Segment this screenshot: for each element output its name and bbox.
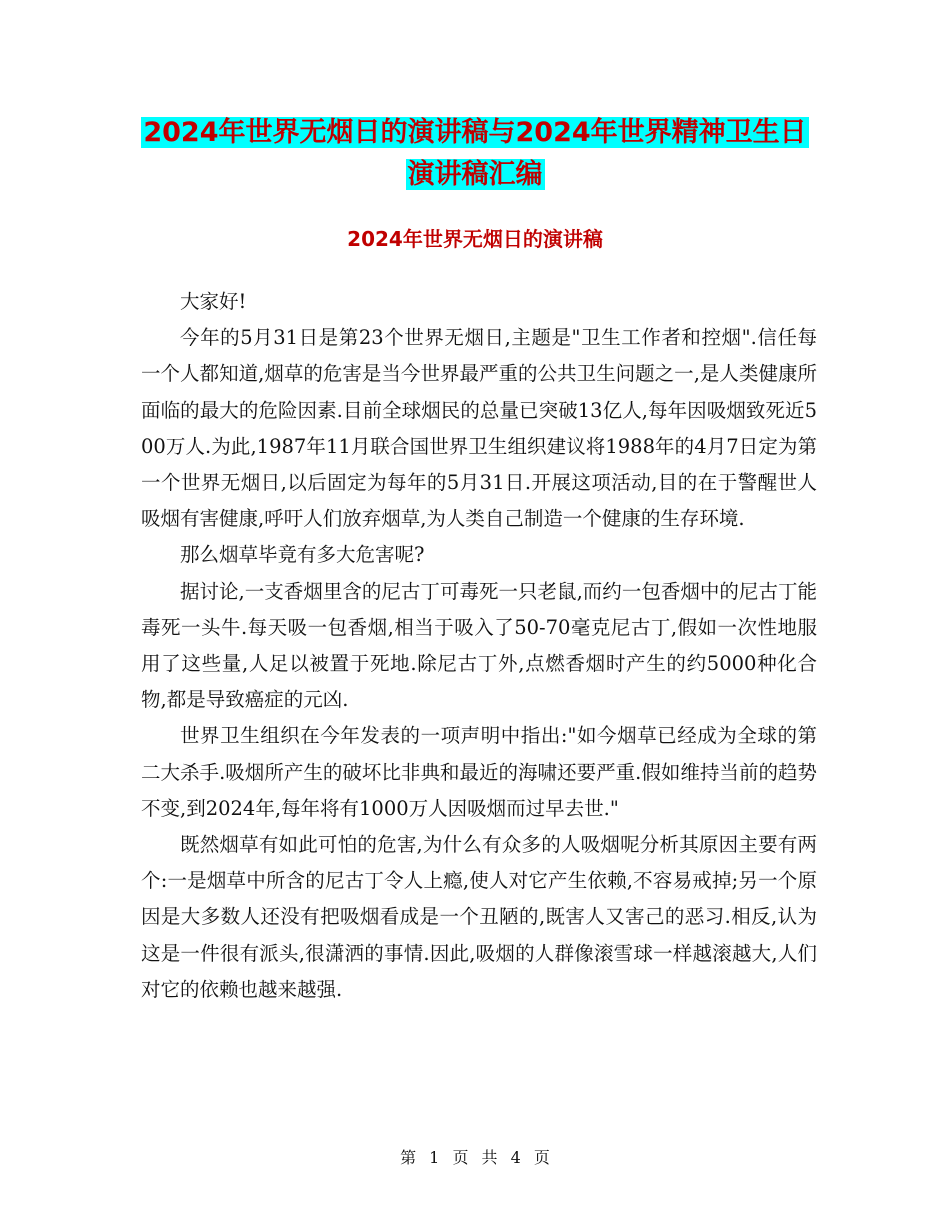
paragraph-reasons: 既然烟草有如此可怕的危害,为什么有众多的人吸烟呢分析其原因主要有两个:一是烟草中所含的尼古丁令人上瘾,使人对它产生依赖,不容易戒掉;另一个原因是大多数人还没有把吸烟看成是一个丑陋的,既害人又害己的恶习.相反,认为这是一件很有派头,很潇洒的事情.因此,吸烟的人群像滚雪球一样越滚越大,人们对它的依赖也越来越强. <box>141 833 817 1001</box>
document-title-line-2: 演讲稿汇编 <box>407 159 543 190</box>
paragraph-who-statement: 世界卫生组织在今年发表的一项声明中指出:"如今烟草已经成为全球的第二大杀手.吸烟所产生的破坏比非典和最近的海啸还要严重.假如维持当前的趋势不变,到2024年,每年将有1000万人因吸烟而过早去世." <box>141 724 817 820</box>
paragraph-greeting: 大家好! <box>180 290 247 313</box>
paragraph-question: 那么烟草毕竟有多大危害呢? <box>180 543 425 567</box>
paragraph-research: 据讨论,一支香烟里含的尼古丁可毒死一只老鼠,而约一包香烟中的尼古丁能毒死一头牛.每天吸一包香烟,相当于吸入了50-70毫克尼古丁,假如一次性地服用了这些量,人足以被置于死地.除尼古丁外,点燃香烟时产生的约5000种化合物,都是导致癌症的元凶. <box>141 579 817 712</box>
document-title <box>0 112 950 196</box>
document-body <box>141 284 817 1008</box>
page-footer: 第 1 页 共 4 页 <box>400 1148 550 1167</box>
paragraph-intro: 今年的5月31日是第23个世界无烟日,主题是"卫生工作者和控烟".信任每一个人都知道,烟草的危害是当今世界最严重的公共卫生问题之一,是人类健康所面临的最大的危险因素.目前全球烟民的总量已突破13亿人,每年因吸烟致死近500万人.为此,1987年11月联合国世界卫生组织建议将1988年的4月7日定为第一个世界无烟日,以后固定为每年的5月31日.开展这项活动,目的在于警醒世人吸烟有害健康,呼吁人们放弃烟草,为人类自己制造一个健康的生存环境. <box>141 326 817 531</box>
document-title-line-1: 2024年世界无烟日的演讲稿与2024年世界精神卫生日 <box>143 117 807 148</box>
section-title: 2024年世界无烟日的演讲稿 <box>347 227 603 251</box>
